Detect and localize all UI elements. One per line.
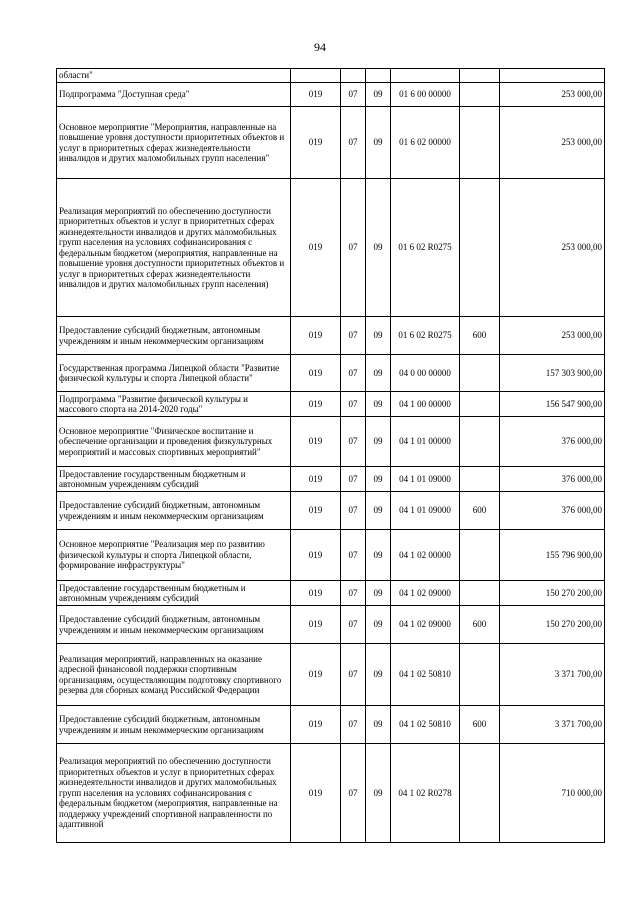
row-subsection-cell: 09: [366, 179, 391, 317]
row-subsection-cell: 09: [366, 581, 391, 606]
row-expense-type-cell: [460, 467, 500, 492]
row-expense-type-cell: [460, 581, 500, 606]
row-target-code-cell: 01 6 02 00000: [391, 107, 460, 179]
row-target-code-cell: 01 6 02 R0275: [391, 179, 460, 317]
row-name-cell: Предоставление субсидий бюджетным, автономным учреждениям и иным некоммерческим организациям: [57, 492, 291, 530]
row-target-code-cell: 04 1 02 50810: [391, 706, 460, 744]
row-amount-cell: 253 000,00: [500, 83, 605, 107]
row-target-code-cell: 04 1 02 R0278: [391, 744, 460, 843]
row-admin-code-cell: 019: [291, 179, 341, 317]
row-section-cell: 07: [341, 644, 366, 706]
row-section-cell: 07: [341, 417, 366, 467]
row-admin-code-cell: 019: [291, 644, 341, 706]
table-row: [57, 355, 605, 392]
row-name-cell: Реализация мероприятий по обеспечению доступности приоритетных объектов и услуг в приоритетных сферах жизнедеятельности инвалидов и других маломобильных групп населения на условиях софинансирования с федеральным бюджетом (мероприятия, направленные на поддержку учреждений спортивной направленности по адаптивной: [57, 744, 291, 843]
row-amount-cell: 157 303 900,00: [500, 355, 605, 392]
row-section-cell: 07: [341, 179, 366, 317]
row-section-cell: 07: [341, 107, 366, 179]
row-subsection-cell: 09: [366, 107, 391, 179]
table-row: [57, 317, 605, 355]
row-expense-type-cell: [460, 530, 500, 581]
row-section-cell: 07: [341, 744, 366, 843]
row-name-cell: области": [57, 69, 291, 83]
row-name-cell: Основное мероприятие "Мероприятия, направленные на повышение уровня доступности приоритетных объектов и услуг в приоритетных сферах жизнедеятельности инвалидов и других маломобильных групп населения": [57, 107, 291, 179]
table-row: [57, 107, 605, 179]
row-target-code-cell: 04 0 00 00000: [391, 355, 460, 392]
row-name-cell: Предоставление субсидий бюджетным, автономным учреждениям и иным некоммерческим организациям: [57, 706, 291, 744]
row-subsection-cell: [366, 69, 391, 83]
row-expense-type-cell: [460, 392, 500, 417]
row-amount-cell: 376 000,00: [500, 467, 605, 492]
row-target-code-cell: 04 1 02 09000: [391, 606, 460, 644]
row-amount-cell: 156 547 900,00: [500, 392, 605, 417]
row-expense-type-cell: 600: [460, 606, 500, 644]
row-amount-cell: 155 796 900,00: [500, 530, 605, 581]
row-admin-code-cell: 019: [291, 107, 341, 179]
row-admin-code-cell: 019: [291, 83, 341, 107]
budget-table-body: [57, 69, 605, 843]
row-name-cell: Предоставление субсидий бюджетным, автономным учреждениям и иным некоммерческим организациям: [57, 317, 291, 355]
row-subsection-cell: 09: [366, 606, 391, 644]
row-expense-type-cell: 600: [460, 317, 500, 355]
row-name-cell: Подпрограмма "Развитие физической культуры и массового спорта на 2014-2020 годы": [57, 392, 291, 417]
row-target-code-cell: 01 6 00 00000: [391, 83, 460, 107]
table-row: [57, 644, 605, 706]
row-subsection-cell: 09: [366, 530, 391, 581]
row-subsection-cell: 09: [366, 744, 391, 843]
row-expense-type-cell: 600: [460, 492, 500, 530]
row-admin-code-cell: 019: [291, 417, 341, 467]
row-amount-cell: 710 000,00: [500, 744, 605, 843]
row-expense-type-cell: [460, 644, 500, 706]
row-admin-code-cell: 019: [291, 530, 341, 581]
row-amount-cell: 150 270 200,00: [500, 581, 605, 606]
table-row: [57, 417, 605, 467]
row-admin-code-cell: 019: [291, 706, 341, 744]
row-target-code-cell: 04 1 02 00000: [391, 530, 460, 581]
row-admin-code-cell: 019: [291, 355, 341, 392]
row-subsection-cell: 09: [366, 492, 391, 530]
budget-table: [56, 68, 605, 843]
row-admin-code-cell: 019: [291, 467, 341, 492]
row-section-cell: 07: [341, 83, 366, 107]
row-name-cell: Предоставление государственным бюджетным и автономным учреждениям субсидий: [57, 581, 291, 606]
row-section-cell: 07: [341, 581, 366, 606]
table-row: [57, 744, 605, 843]
table-row: [57, 83, 605, 107]
row-section-cell: 07: [341, 606, 366, 644]
row-expense-type-cell: 600: [460, 706, 500, 744]
table-row: [57, 530, 605, 581]
row-amount-cell: 3 371 700,00: [500, 706, 605, 744]
row-subsection-cell: 09: [366, 392, 391, 417]
row-expense-type-cell: [460, 417, 500, 467]
page-number: 94: [314, 40, 326, 54]
row-section-cell: 07: [341, 706, 366, 744]
table-row: [57, 581, 605, 606]
table-row: [57, 392, 605, 417]
row-expense-type-cell: [460, 83, 500, 107]
row-target-code-cell: 04 1 01 09000: [391, 467, 460, 492]
row-name-cell: Основное мероприятие "Реализация мер по развитию физической культуры и спорта Липецкой области, формирование инфраструктуры": [57, 530, 291, 581]
row-name-cell: Предоставление субсидий бюджетным, автономным учреждениям и иным некоммерческим организациям: [57, 606, 291, 644]
row-amount-cell: [500, 69, 605, 83]
row-subsection-cell: 09: [366, 355, 391, 392]
row-subsection-cell: 09: [366, 644, 391, 706]
row-amount-cell: 150 270 200,00: [500, 606, 605, 644]
row-expense-type-cell: [460, 107, 500, 179]
row-name-cell: Предоставление государственным бюджетным и автономным учреждениям субсидий: [57, 467, 291, 492]
table-row: [57, 706, 605, 744]
row-admin-code-cell: 019: [291, 581, 341, 606]
row-target-code-cell: 04 1 02 50810: [391, 644, 460, 706]
table-row: [57, 467, 605, 492]
row-section-cell: 07: [341, 467, 366, 492]
row-section-cell: 07: [341, 392, 366, 417]
row-expense-type-cell: [460, 179, 500, 317]
table-row: [57, 179, 605, 317]
row-subsection-cell: 09: [366, 706, 391, 744]
row-amount-cell: 376 000,00: [500, 417, 605, 467]
row-name-cell: Государственная программа Липецкой области "Развитие физической культуры и спорта Липецкой области": [57, 355, 291, 392]
row-amount-cell: 253 000,00: [500, 179, 605, 317]
row-expense-type-cell: [460, 355, 500, 392]
row-amount-cell: 376 000,00: [500, 492, 605, 530]
row-section-cell: 07: [341, 530, 366, 581]
table-row: [57, 606, 605, 644]
row-target-code-cell: 01 6 02 R0275: [391, 317, 460, 355]
row-target-code-cell: [391, 69, 460, 83]
row-subsection-cell: 09: [366, 317, 391, 355]
row-name-cell: Подпрограмма "Доступная среда": [57, 83, 291, 107]
table-row: [57, 492, 605, 530]
row-name-cell: Реализация мероприятий, направленных на оказание адресной финансовой поддержки спортивным организациям, осуществляющим подготовку спортивного резерва для сборных команд Российской Федерации: [57, 644, 291, 706]
row-admin-code-cell: 019: [291, 744, 341, 843]
row-subsection-cell: 09: [366, 417, 391, 467]
table-row: [57, 69, 605, 83]
row-expense-type-cell: [460, 744, 500, 843]
row-target-code-cell: 04 1 01 09000: [391, 492, 460, 530]
row-expense-type-cell: [460, 69, 500, 83]
row-subsection-cell: 09: [366, 467, 391, 492]
row-amount-cell: 3 371 700,00: [500, 644, 605, 706]
row-section-cell: 07: [341, 492, 366, 530]
row-target-code-cell: 04 1 00 00000: [391, 392, 460, 417]
row-amount-cell: 253 000,00: [500, 107, 605, 179]
row-section-cell: [341, 69, 366, 83]
row-target-code-cell: 04 1 01 00000: [391, 417, 460, 467]
row-name-cell: Основное мероприятие "Физическое воспитание и обеспечение организации и проведения физкультурных мероприятий и массовых спортивных мероприятий": [57, 417, 291, 467]
row-section-cell: 07: [341, 317, 366, 355]
row-target-code-cell: 04 1 02 09000: [391, 581, 460, 606]
row-admin-code-cell: 019: [291, 492, 341, 530]
row-admin-code-cell: [291, 69, 341, 83]
row-admin-code-cell: 019: [291, 606, 341, 644]
row-subsection-cell: 09: [366, 83, 391, 107]
row-admin-code-cell: 019: [291, 392, 341, 417]
row-name-cell: Реализация мероприятий по обеспечению доступности приоритетных объектов и услуг в приоритетных сферах жизнедеятельности инвалидов и других маломобильных групп населения на условиях софинансирования с федеральным бюджетом (мероприятия, направленные на повышение уровня доступности приоритетных объектов и услуг в приоритетных сферах жизнедеятельности инвалидов и других маломобильных групп населения): [57, 179, 291, 317]
row-amount-cell: 253 000,00: [500, 317, 605, 355]
row-section-cell: 07: [341, 355, 366, 392]
row-admin-code-cell: 019: [291, 317, 341, 355]
